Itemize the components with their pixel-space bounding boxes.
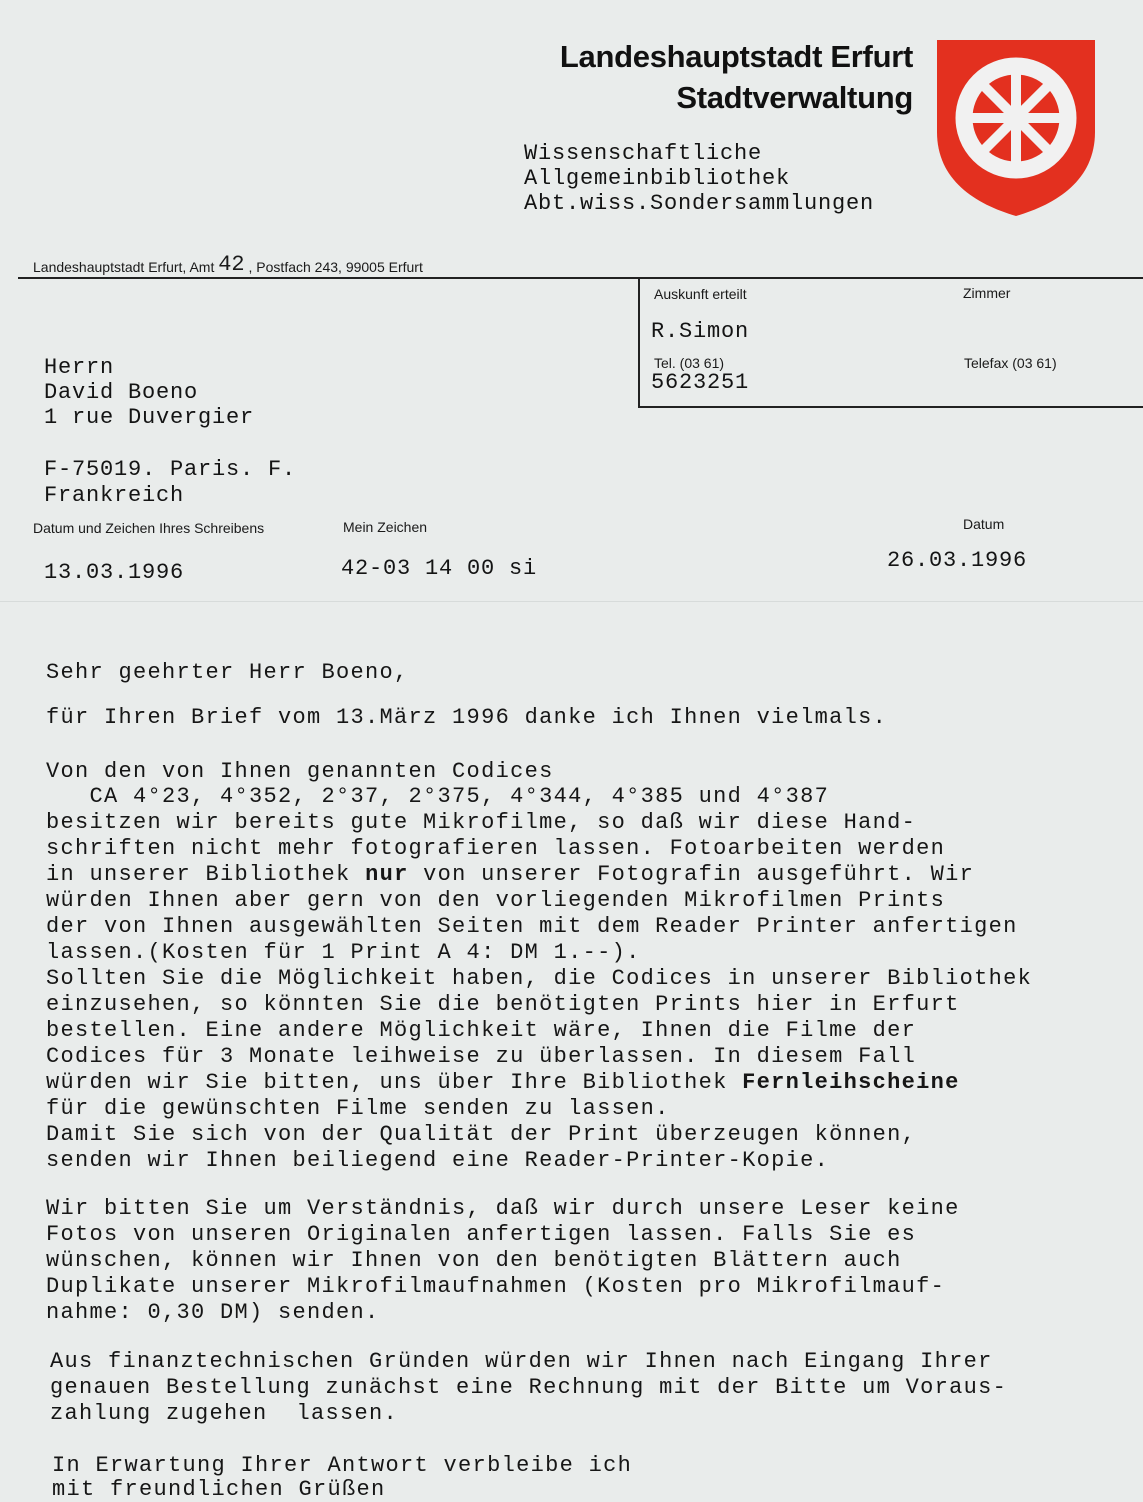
return-address: Landeshauptstadt Erfurt, Amt 42 , Postfach 243, 99005 Erfurt	[33, 252, 423, 277]
auskunft-value: R.Simon	[651, 319, 750, 344]
my-reference-label: Mein Zeichen	[343, 519, 428, 535]
body-line: bestellen. Eine andere Möglichkeit wäre, Ihnen die Filme der	[46, 1018, 917, 1043]
body-line: Fotos von unseren Originalen anfertigen lassen. Falls Sie es	[46, 1222, 917, 1247]
your-letter-label: Datum und Zeichen Ihres Schreibens	[33, 520, 265, 536]
recipient-street: 1 rue Duvergier	[44, 405, 255, 430]
telefax-label: Telefax (03 61)	[964, 355, 1057, 371]
body-line: Damit Sie sich von der Qualität der Print überzeugen können,	[46, 1122, 917, 1147]
body-line: Codices für 3 Monate leihweise zu überlassen. In diesem Fall	[46, 1044, 917, 1069]
date-label: Datum	[963, 516, 1005, 532]
wheel-coat-of-arms-icon	[937, 40, 1095, 216]
body-line: genauen Bestellung zunächst eine Rechnung mit der Bitte um Voraus-	[50, 1375, 1008, 1400]
your-letter-value: 13.03.1996	[44, 560, 185, 585]
department-line-2: Allgemeinbibliothek	[524, 166, 791, 191]
department-line-1: Wissenschaftliche	[524, 141, 763, 166]
body-line: besitzen wir bereits gute Mikrofilme, so daß wir diese Hand-	[46, 810, 917, 835]
emphasis-nur: nur	[365, 862, 409, 887]
recipient-name: David Boeno	[44, 380, 199, 405]
body-line: einzusehen, so könnten Sie die benötigten Prints hier in Erfurt	[46, 992, 960, 1017]
body-line: lassen.(Kosten für 1 Print A 4: DM 1.--).	[46, 940, 641, 965]
body-line: Wir bitten Sie um Verständnis, daß wir durch unsere Leser keine	[46, 1196, 960, 1221]
body-line: der von Ihnen ausgewählten Seiten mit dem Reader Printer anfertigen	[46, 914, 1018, 939]
amt-number: 42	[218, 252, 245, 277]
body-line: würden wir Sie bitten, uns über Ihre Bibliothek Fernleihscheine	[46, 1070, 960, 1095]
closing-greeting: mit freundlichen Grüßen	[52, 1477, 386, 1502]
my-reference-value: 42-03 14 00 si	[341, 556, 538, 581]
body-line: wünschen, können wir Ihnen von den benötigten Blättern auch	[46, 1248, 902, 1273]
body-line: Duplikate unserer Mikrofilmaufnahmen (Kosten pro Mikrofilmauf-	[46, 1274, 946, 1299]
tel-value: 5623251	[651, 370, 750, 395]
body-line: Aus finanztechnischen Gründen würden wir Ihnen nach Eingang Ihrer	[50, 1349, 993, 1374]
recipient-salutation: Herrn	[44, 355, 115, 380]
letter-date: 26.03.1996	[887, 548, 1028, 573]
codices-list: CA 4°23, 4°352, 2°37, 2°375, 4°344, 4°385 und 4°387	[46, 784, 830, 809]
emphasis-fernleihscheine: Fernleihscheine	[742, 1070, 960, 1095]
closing-line: In Erwartung Ihrer Antwort verbleibe ich	[52, 1453, 633, 1478]
body-line: für die gewünschten Filme senden zu lassen.	[46, 1096, 670, 1121]
body-line: Von den von Ihnen genannten Codices	[46, 759, 554, 784]
letterhead-city: Landeshauptstadt Erfurt	[559, 39, 913, 74]
letterhead-administration: Stadtverwaltung	[676, 80, 913, 115]
body-line: Sollten Sie die Möglichkeit haben, die Codices in unserer Bibliothek	[46, 966, 1033, 991]
salutation: Sehr geehrter Herr Boeno,	[46, 660, 409, 685]
body-line: senden wir Ihnen beiliegend eine Reader-Printer-Kopie.	[46, 1148, 830, 1173]
paragraph-thanks: für Ihren Brief vom 13.März 1996 danke ich Ihnen vielmals.	[46, 705, 888, 730]
body-line: zahlung zugehen lassen.	[50, 1401, 399, 1426]
body-line: würden Ihnen aber gern von den vorliegenden Mikrofilmen Prints	[46, 888, 946, 913]
body-line: nahme: 0,30 DM) senden.	[46, 1300, 380, 1325]
recipient-country: Frankreich	[44, 483, 185, 508]
department-line-3: Abt.wiss.Sondersammlungen	[524, 191, 875, 216]
body-line: schriften nicht mehr fotografieren lassen. Fotoarbeiten werden	[46, 836, 946, 861]
body-line: in unserer Bibliothek nur von unserer Fotografin ausgeführt. Wir	[46, 862, 975, 887]
recipient-city: F-75019. Paris. F.	[44, 457, 297, 482]
zimmer-label: Zimmer	[963, 285, 1011, 301]
tel-label: Tel. (03 61)	[654, 355, 725, 371]
auskunft-label: Auskunft erteilt	[654, 286, 747, 302]
paper-fold	[0, 601, 1143, 602]
